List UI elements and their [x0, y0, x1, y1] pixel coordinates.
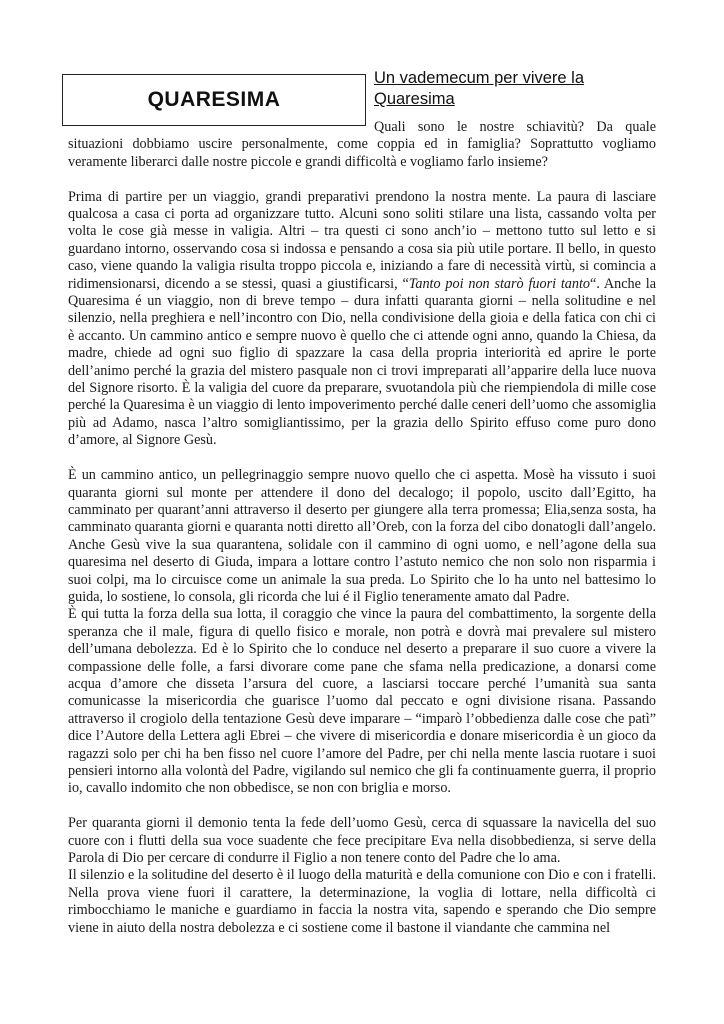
paragraph-3: È un cammino antico, un pellegrinaggio sempre nuovo quello che ci aspetta. Mosè ha vissuto i suoi quaranta giorni sul monte per attendere il dono del decalogo; il popolo, uscito dall’Egitto, ha camminato per quarant’anni attraverso il deserto per giungere alla terra promessa; Elia,senza sosta, ha camminato quaranta giorni e quaranta notti diretto all’Oreb, con la forza del cibo donatogli dall’angelo. Anche Gesù vive la sua quarantena, solidale con il cammino di ogni uomo, e nell’agone della sua quaresima nel deserto di Giuda, impara a lottare contro l’astuto nemico che non solo non risparmia i suoi colpi, ma lo circuisce come un animale la sua preda. Lo Spirito che lo ha unto nel battesimo lo guida, lo sostiene, lo consola, gli ricorda che lui é il Figlio teneramente amato dal Padre. — [68, 467, 656, 605]
paragraph-2-text-b: “. Anche la Quaresima é un viaggio, non di breve tempo – dura infatti quaranta giorni – nella solitudine e nel silenzio, nella preghiera e nell’incontro con Dio, nella condivisione della gioia e della fatica con chi ci è accanto. Un cammino antico e sempre nuovo è quello che ci attende ogni anno, quando la Chiesa, da madre, chiede ad ogni suo figlio di spazzare la casa della propria interiorità ed aprire le porte dell’animo perché la grazia del mistero pasquale non ci trovi impreparati all’apparire della luce nuova del Signore risorto. È la valigia del cuore da preparare, svuotandola più che riempiendola di mille cose perché la Quaresima è un viaggio di lento impoverimento perché dalle ceneri dell’uomo che assomiglia più ad Adamo, nasca l’altro somigliantissimo, per la grazia dello Spirito effuso come puro dono d’amore, al Signore Gesù. — [68, 275, 656, 449]
paragraph-1 — [68, 119, 656, 171]
subtitle: Un vademecum per vivere la Quaresima — [374, 69, 585, 108]
paragraph-2 — [68, 189, 656, 450]
paragraph-2-italic: Tanto poi non starò fuori tanto — [408, 275, 591, 292]
paragraph-4: È qui tutta la forza della sua lotta, il coraggio che vince la paura del combattimento, la sorgente della speranza che il male, figura di quello fisico e morale, non potrà e dovrà mai prevalere sul mistero dell’umana debolezza. Ed è lo Spirito che lo conduce nel deserto a preparare il suo cuore a vivere la compassione delle folle, a farsi divorare come pane che sfama nella predicazione, a donarsi come acqua d’amore che disseta l’arsura del cuore, a lasciarsi toccare perché l’umanità sua santa comunicasse la misericordia che guarisce l’uomo dal peccato e ogni divisione risana. Passando attraverso il crogiolo della tentazione Gesù deve imparare – “imparò l’obbedienza dalle cose che patì” dice l’Autore della Lettera agli Ebrei – che vivere di misericordia e donare misericordia è un gioco da ragazzi solo per chi ha ben fisso nel cuore l’amore del Padre, per chi nella mente lascia ruotare i suoi pensieri intorno alla volontà del Padre, vigilando sul nemico che gli fa continuamente guerra, il proprio io, cavallo indomito che non obbedisce, se non con briglia e morso. — [68, 606, 656, 797]
paragraph-2-text-a: Prima di partire per un viaggio, grandi preparativi prendono la nostra mente. La paura di lasciare qualcosa a casa ci porta ad organizzare tutto. Alcuni sono soliti stilare una lista, cassando volta per volta le cose già messe in valigia. Altri – tra questi ci sono anch’io – mettono tutto sul letto e si guardano intorno, osservando cosa si indossa e pensando a cosa sia più utile portare. Il bello, in questo caso, viene quando la valigia risulta troppo piccola e, iniziando a fare di necessità virtù, si comincia a ridimensionarsi, dicendo a se stessi, quasi a giustificarsi, “ — [68, 188, 656, 292]
page-title: QUARESIMA — [147, 88, 281, 111]
paragraph-5: Per quaranta giorni il demonio tenta la fede dell’uomo Gesù, cerca di squassare la navicella del suo cuore con i flutti della sua voce suadente che fece precipitare Eva nella disobbedienza, si serve della Parola di Dio per cercare di condurre il Figlio a non tenere conto del Padre che lo ama. — [68, 815, 656, 867]
document-body — [68, 119, 656, 937]
paragraph-1-text: Quali sono le nostre schiavitù? Da quale situazioni dobbiamo uscire personalmente, come coppia ed in famiglia? Soprattutto vogliamo veramente liberarci dalle nostre piccole e grandi difficoltà e vogliamo farlo insieme? — [68, 119, 656, 170]
paragraph-6: Il silenzio e la solitudine del deserto è il luogo della maturità e della comunione con Dio e con i fratelli. Nella prova viene fuori il carattere, la determinazione, la voglia di lottare, nella difficoltà ci rimbocchiamo le maniche e guardiamo in faccia la nostra vita, sapendo e sperando che Dio sempre viene in aiuto della nostra debolezza e ci sostiene come il bastone il viandante che cammina nel — [68, 867, 656, 936]
